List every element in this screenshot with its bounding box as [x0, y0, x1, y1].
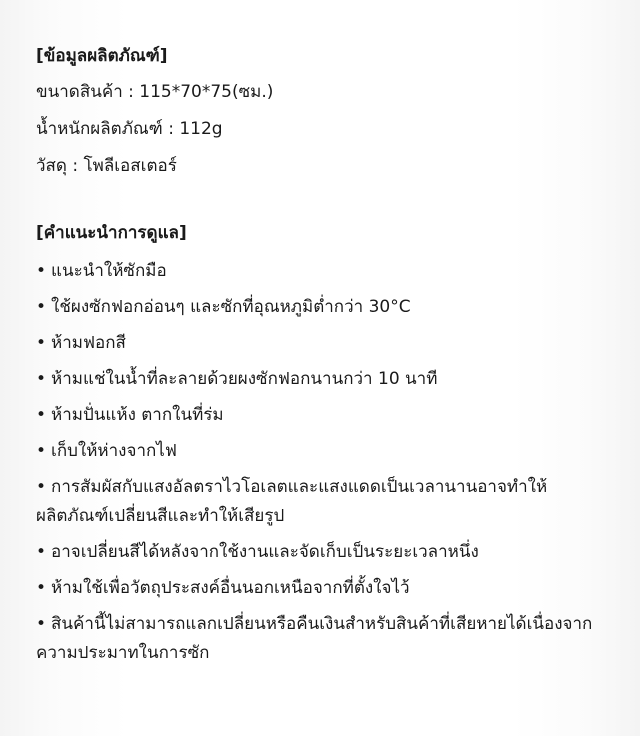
care-item-text: ห้ามแช่ในน้ำที่ละลายด้วยผงซักฟอกนานกว่า 10 นาที: [51, 369, 438, 389]
care-item-text: การสัมผัสกับแสงอัลตราไวโอเลตและแสงแดดเป็นเวลานานอาจทำให้ผลิตภัณฑ์เปลี่ยนสีและทำให้เสียรูป: [36, 477, 548, 526]
care-item-text: แนะนำให้ซักมือ: [51, 261, 167, 281]
care-item-text: อาจเปลี่ยนสีได้หลังจากใช้งานและจัดเก็บเป็นระยะเวลาหนึ่ง: [51, 542, 479, 562]
care-item-text: เก็บให้ห่างจากไฟ: [51, 441, 177, 461]
care-item-text: ใช้ผงซักฟอกอ่อนๆ และซักที่อุณหภูมิต่ำกว่า 30°C: [51, 297, 411, 317]
product-info-heading: [ข้อมูลผลิตภัณฑ์]: [36, 46, 168, 66]
bullet-icon: •: [36, 441, 47, 461]
bullet-icon: •: [36, 542, 47, 562]
product-material: วัสดุ : โพลีเอสเตอร์: [36, 156, 177, 176]
section-spacer: [36, 191, 606, 221]
care-item: [36, 473, 606, 531]
care-item: [36, 574, 606, 603]
bullet-icon: •: [36, 333, 47, 353]
care-item-text: ห้ามปั่นแห้ง ตากในที่ร่ม: [51, 405, 224, 425]
care-item-text: สินค้านี้ไม่สามารถแลกเปลี่ยนหรือคืนเงินสำหรับสินค้าที่เสียหายได้เนื่องจากความประมาทในการซัก: [36, 614, 593, 663]
bullet-icon: •: [36, 405, 47, 425]
care-item: [36, 437, 606, 466]
bullet-icon: •: [36, 261, 47, 281]
care-item: [36, 329, 606, 358]
bullet-icon: •: [36, 614, 47, 634]
bullet-icon: •: [36, 369, 47, 389]
care-item: [36, 293, 606, 322]
product-size: ขนาดสินค้า : 115*70*75(ซม.): [36, 82, 274, 102]
care-item: [36, 365, 606, 394]
product-weight: น้ำหนักผลิตภัณฑ์ : 112g: [36, 119, 223, 139]
care-heading: [คำแนะนำการดูแล]: [36, 223, 187, 243]
care-item: [36, 610, 606, 668]
care-item: [36, 257, 606, 286]
product-description: [36, 44, 606, 675]
care-item-text: ห้ามใช้เพื่อวัตถุประสงค์อื่นนอกเหนือจากที่ตั้งใจไว้: [51, 578, 410, 598]
care-item-text: ห้ามฟอกสี: [51, 333, 126, 353]
bullet-icon: •: [36, 297, 47, 317]
bullet-icon: •: [36, 578, 47, 598]
care-item: [36, 401, 606, 430]
care-item: [36, 538, 606, 567]
care-list: [36, 257, 606, 668]
bullet-icon: •: [36, 477, 47, 497]
